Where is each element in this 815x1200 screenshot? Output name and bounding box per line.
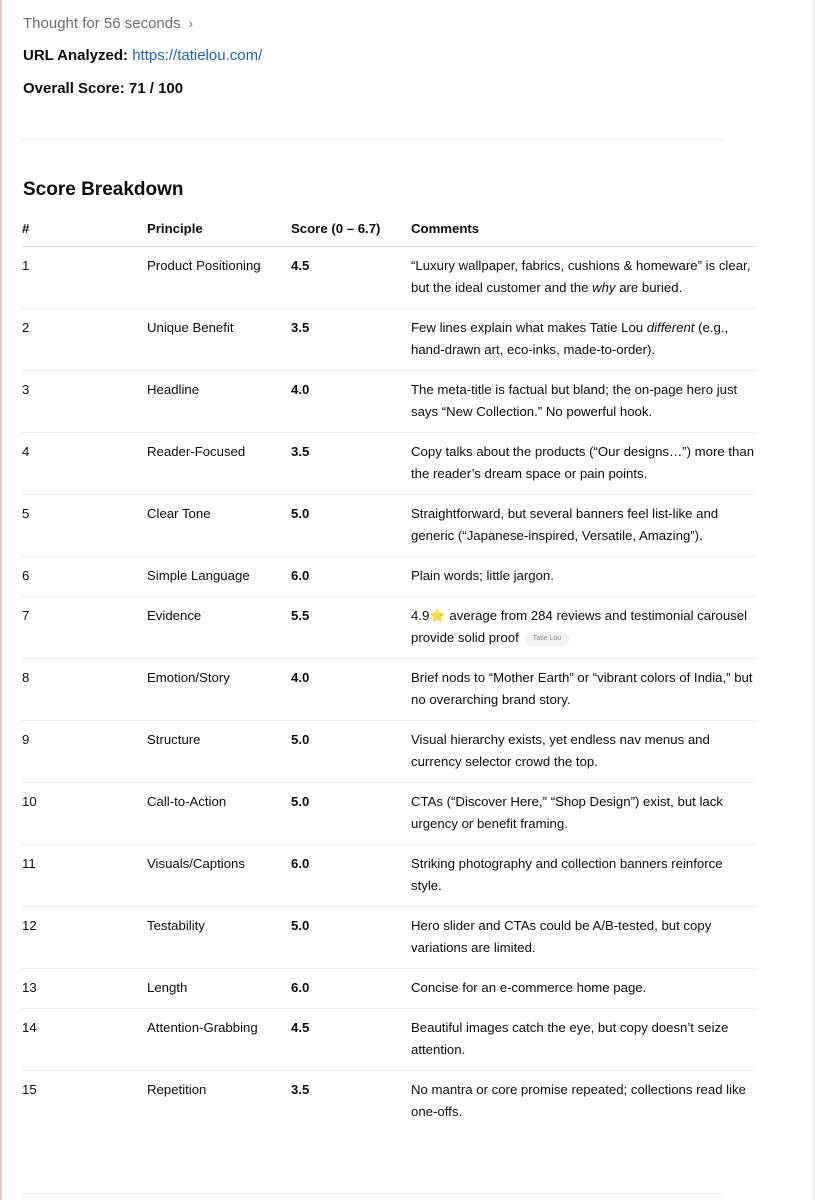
comment-text: Concise for an e-commerce home page. [411,980,647,995]
overall-score: Overall Score: 71 / 100 [23,80,184,97]
table-row [22,371,756,433]
thought-label: Thought for 56 seconds [23,15,181,32]
row-comment [411,783,756,845]
row-principle: Structure [147,721,291,783]
header-comments: Comments [411,214,756,247]
row-score: 6.0 [291,969,411,1009]
comment-text: Hero slider and CTAs could be A/B-tested, but copy variations are limited. [411,918,712,955]
thought-toggle[interactable] [23,15,193,32]
row-number: 5 [22,495,147,557]
row-score: 5.0 [291,721,411,783]
comment-text: 4.9⭐ average from 284 reviews and testimonial carousel provide solid proof [411,608,748,645]
table-row [22,845,756,907]
row-principle: Emotion/Story [147,659,291,721]
table-row [22,247,756,309]
table-row [22,433,756,495]
row-comment [411,1071,756,1133]
row-number: 4 [22,433,147,495]
row-score: 4.5 [291,247,411,309]
row-number: 8 [22,659,147,721]
row-number: 15 [22,1082,37,1097]
row-score: 5.0 [291,783,411,845]
row-score: 5.5 [291,597,411,659]
row-score: 5.0 [291,495,411,557]
row-number: 12 [22,907,147,969]
comment-text: No mantra or core promise repeated; collections read like one-offs. [411,1082,746,1119]
row-principle: Reader-Focused [147,433,291,495]
row-principle: Attention-Grabbing [147,1009,291,1071]
row-principle: Evidence [147,597,291,659]
chevron-right-icon: › [188,16,193,31]
row-comment [411,721,756,783]
comment-text: Visual hierarchy exists, yet endless nav menus and currency selector crowd the top. [411,732,710,769]
row-number: 14 [22,1009,147,1071]
table-row [22,721,756,783]
row-comment [411,597,756,659]
score-breakdown-table [22,214,756,1132]
row-comment [411,371,756,433]
table-row [22,1071,756,1133]
analyzed-url-link[interactable]: https://tatielou.com/ [132,47,263,64]
row-score: 4.0 [291,659,411,721]
row-comment [411,433,756,495]
comment-text: Few lines explain what makes Tatie Lou [411,320,647,335]
table-row [22,907,756,969]
section-title: Score Breakdown [23,179,184,200]
table-row [22,597,756,659]
table-row [22,495,756,557]
comment-text: Striking photography and collection banners reinforce style. [411,856,723,893]
row-comment [411,557,756,597]
comment-text: “Luxury wallpaper, fabrics, cushions & homeware” is clear, but the ideal customer and the [411,258,751,295]
table-row [22,309,756,371]
comment-text: are buried. [615,280,683,295]
row-comment [411,247,756,309]
table-row [22,783,756,845]
comment-text: Copy talks about the products (“Our designs…”) more than the reader’s dream space or pain points. [411,444,755,481]
source-chip[interactable]: Tatie Lou [525,632,569,646]
comment-text: Straightforward, but several banners feel list-like and generic (“Japanese-inspired, Versatile, Amazing”). [411,506,719,543]
row-number: 1 [22,247,147,309]
row-comment [411,1009,756,1071]
url-analyzed-label: URL Analyzed: [23,47,129,64]
comment-text: Plain words; little jargon. [411,568,554,583]
row-number: 2 [22,309,147,371]
row-number: 13 [22,969,147,1009]
row-number: 3 [22,371,147,433]
row-principle: Clear Tone [147,495,291,557]
comment-text: Brief nods to “Mother Earth” or “vibrant colors of India,” but no overarching brand story. [411,670,753,707]
divider-bottom [22,1193,724,1194]
row-score: 5.0 [291,907,411,969]
row-principle: Repetition [147,1082,207,1097]
row-comment [411,845,756,907]
header-principle: Principle [147,214,291,247]
comment-text: (e.g., hand-drawn art, eco-inks, made-to-order). [411,320,729,357]
table-row [22,557,756,597]
row-principle: Unique Benefit [147,309,291,371]
row-comment [411,495,756,557]
table-header-row [22,214,756,247]
row-number: 10 [22,783,147,845]
row-principle: Product Positioning [147,247,291,309]
row-comment [411,659,756,721]
row-number: 11 [22,845,147,907]
row-score: 3.5 [291,309,411,371]
comment-text: CTAs (“Discover Here,” “Shop Design”) exist, but lack urgency or benefit framing. [411,794,723,831]
header-num: # [22,214,147,247]
row-principle: Headline [147,371,291,433]
url-analyzed-line [23,47,262,64]
row-principle: Length [147,969,291,1009]
row-principle: Call-to-Action [147,783,291,845]
comment-text: The meta-title is factual but bland; the on-page hero just says “New Collection.” No powerful hook. [411,382,738,419]
row-comment [411,969,756,1009]
comment-text: Beautiful images catch the eye, but copy doesn’t seize attention. [411,1020,729,1057]
table-row [22,1009,756,1071]
row-number: 7 [22,597,147,659]
row-principle: Visuals/Captions [147,845,291,907]
row-comment [411,907,756,969]
row-comment [411,309,756,371]
comment-emphasis: why [592,280,616,295]
row-score: 6.0 [291,845,411,907]
row-score: 4.0 [291,371,411,433]
row-score: 3.5 [291,433,411,495]
header-score: Score (0 – 6.7) [291,214,411,247]
row-number: 6 [22,557,147,597]
table-row [22,659,756,721]
row-score: 3.5 [291,1082,310,1097]
comment-emphasis: different [646,320,695,335]
row-score: 4.5 [291,1009,411,1071]
row-number: 9 [22,721,147,783]
row-principle: Testability [147,907,291,969]
row-principle: Simple Language [147,557,291,597]
left-edge-border [0,0,2,1200]
divider-top [22,139,724,140]
row-score: 6.0 [291,557,411,597]
table-row [22,969,756,1009]
